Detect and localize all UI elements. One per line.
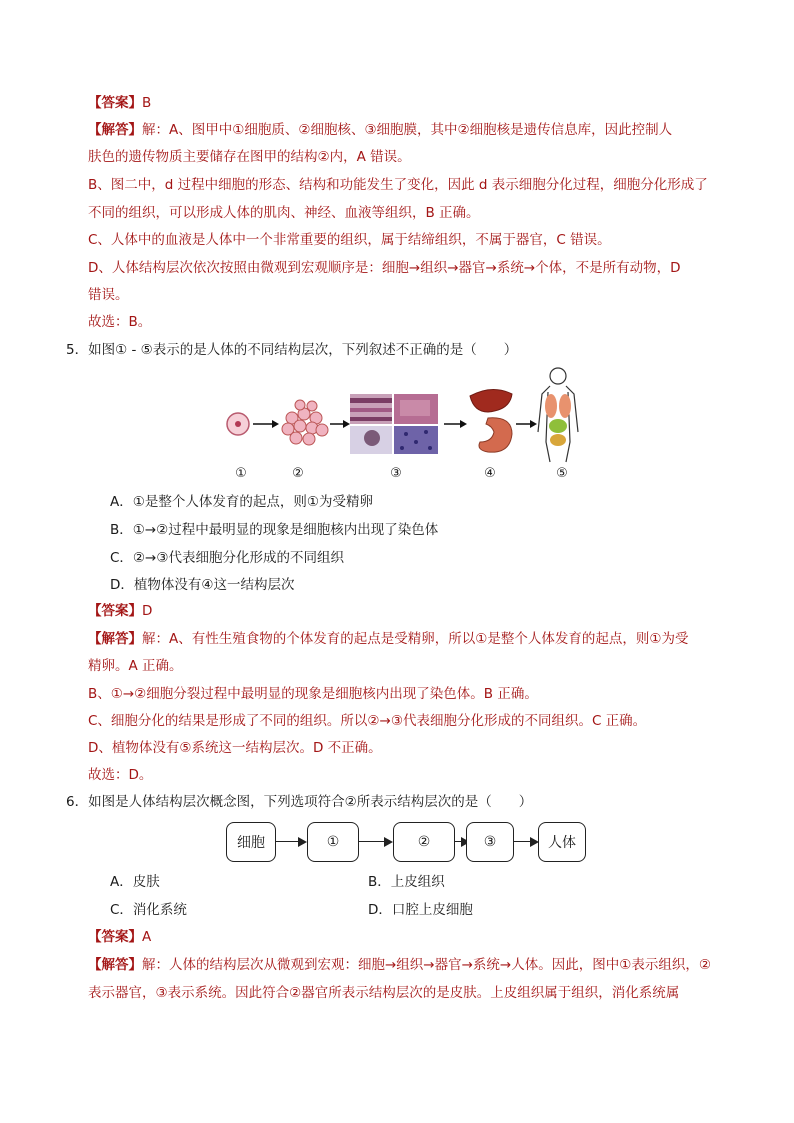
analysis-tag: 【解答】 — [88, 957, 142, 973]
analysis-tag: 【解答】 — [88, 122, 142, 138]
concept-box-3: ③ — [466, 822, 514, 862]
q5-option-a: A．①是整个人体发育的起点，则①为受精卵 — [110, 494, 373, 510]
q6-option-a: A．皮肤 — [110, 874, 160, 890]
q5-option-d: D．植物体没有④这一结构层次 — [110, 577, 295, 593]
figure-label-4: ④ — [484, 466, 496, 481]
q5-analysis-line: 【解答】解：A、有性生殖食物的个体发育的起点是受精卵，所以①是整个人体发育的起点，则①为受 — [88, 631, 689, 647]
q5-conclusion: 故选：D。 — [88, 767, 153, 783]
concept-box-cell: 细胞 — [226, 822, 276, 862]
analysis-tag: 【解答】 — [88, 631, 142, 647]
q5-analysis-line: D、植物体没有⑤系统这一结构层次。D 不正确。 — [88, 740, 382, 756]
human-body-system-icon — [538, 368, 578, 462]
q6-option-b: B．上皮组织 — [368, 874, 445, 890]
q4-answer — [88, 93, 728, 113]
q5-figure — [220, 362, 580, 464]
q4-analysis-line: 肤色的遗传物质主要储存在图甲的结构②内，A 错误。 — [88, 149, 411, 165]
concept-box-2: ② — [393, 822, 455, 862]
cell-cluster-icon — [282, 400, 328, 445]
answer-value: A — [142, 929, 152, 945]
organ-icon — [470, 389, 512, 452]
q5-analysis-line: B、①→②细胞分裂过程中最明显的现象是细胞核内出现了染色体。B 正确。 — [88, 686, 538, 702]
concept-box-1: ① — [307, 822, 359, 862]
q4-analysis-line: B、图二中，d 过程中细胞的形态、结构和功能发生了变化，因此 d 表示细胞分化过程，细胞分化形成了 — [88, 177, 708, 193]
q6-option-c: C．消化系统 — [110, 902, 187, 918]
q5-analysis-line: C、细胞分化的结果是形成了不同的组织。所以②→③代表细胞分化形成的不同组织。C 正确。 — [88, 713, 647, 729]
figure-label-2: ② — [292, 466, 304, 481]
q5-stem: 5．如图① - ⑤表示的是人体的不同结构层次，下列叙述不正确的是（ ） — [66, 342, 518, 358]
q5-option-b: B．①→②过程中最明显的现象是细胞核内出现了染色体 — [110, 522, 439, 538]
q4-conclusion: 故选：B。 — [88, 314, 152, 330]
arrow — [276, 841, 299, 842]
q5-option-c: C．②→③代表细胞分化形成的不同组织 — [110, 550, 344, 566]
fertilized-egg-icon — [227, 413, 249, 435]
answer-value: B — [142, 95, 152, 111]
q4-analysis-line: D、人体结构层次依次按照由微观到宏观顺序是：细胞→组织→器官→系统→个体，不是所有动物，D — [88, 260, 681, 276]
figure-label-3: ③ — [390, 466, 402, 481]
concept-box-human: 人体 — [538, 822, 586, 862]
arrow-head — [298, 837, 307, 847]
q4-analysis-line: 不同的组织，可以形成人体的肌肉、神经、血液等组织，B 正确。 — [88, 205, 480, 221]
q4-analysis-line: 【解答】解：A、图甲中①细胞质、②细胞核、③细胞膜，其中②细胞核是遗传信息库，因此控制人 — [88, 122, 673, 138]
q6-stem: 6．如图是人体结构层次概念图，下列选项符合②所表示结构层次的是（ ） — [66, 794, 533, 810]
figure-label-5: ⑤ — [556, 466, 568, 481]
q6-answer — [88, 927, 728, 947]
q6-analysis-line: 【解答】解：人体的结构层次从微观到宏观：细胞→组织→器官→系统→人体。因此，图中①表示组织，② — [88, 957, 711, 973]
arrow — [359, 841, 385, 842]
answer-tag: 【答案】 — [88, 603, 142, 619]
q5-answer — [88, 601, 728, 621]
answer-tag: 【答案】 — [88, 95, 142, 111]
q4-analysis-line: 错误。 — [88, 287, 129, 303]
figure-label-1: ① — [235, 466, 247, 481]
arrow — [514, 841, 530, 842]
q5-analysis-line: 精卵。A 正确。 — [88, 658, 183, 674]
answer-tag: 【答案】 — [88, 929, 142, 945]
q4-analysis-line: C、人体中的血液是人体中一个非常重要的组织，属于结缔组织，不属于器官，C 错误。 — [88, 232, 611, 248]
q6-option-d: D．口腔上皮细胞 — [368, 902, 473, 918]
answer-value: D — [142, 603, 153, 619]
tissue-images-icon — [350, 394, 438, 454]
arrow-head — [384, 837, 393, 847]
q6-analysis-line: 表示器官，③表示系统。因此符合②器官所表示结构层次的是皮肤。上皮组织属于组织，消化系统属 — [88, 985, 680, 1001]
